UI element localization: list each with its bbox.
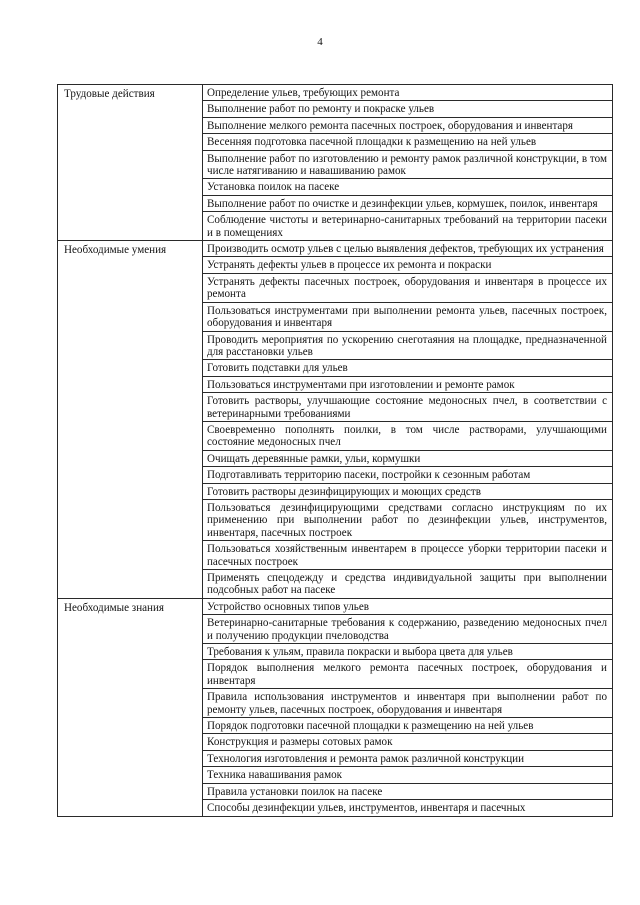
table-cell-item: Применять спецодежду и средства индивидуальной защиты при выполнении подсобных работ на пасеке	[203, 570, 613, 599]
table-cell-item: Правила использования инструментов и инвентаря при выполнении работ по ремонту ульев, пасечных построек, оборудования и инвентаря	[203, 689, 613, 718]
qualification-table	[57, 84, 613, 817]
table-cell-item: Пользоваться хозяйственным инвентарем в процессе уборки территории пасеки и пасечных построек	[203, 541, 613, 570]
table-cell-item: Требования к ульям, правила покраски и выбора цвета для ульев	[203, 644, 613, 660]
table-cell-item: Очищать деревянные рамки, ульи, кормушки	[203, 450, 613, 466]
section-label-required-skills: Необходимые умения	[58, 241, 203, 599]
table-cell-item: Готовить растворы дезинфицирующих и моющих средств	[203, 483, 613, 499]
table-cell-item: Соблюдение чистоты и ветеринарно-санитарных требований на территории пасеки и в помещениях	[203, 212, 613, 241]
page-number: 4	[317, 36, 323, 48]
table-cell-item: Технология изготовления и ремонта рамок различной конструкции	[203, 750, 613, 766]
table-cell-item: Устранять дефекты пасечных построек, оборудования и инвентаря в процессе их ремонта	[203, 273, 613, 302]
table-cell-item: Готовить подставки для ульев	[203, 360, 613, 376]
table-cell-item: Порядок выполнения мелкого ремонта пасечных построек, оборудования и инвентаря	[203, 660, 613, 689]
table-cell-item: Конструкция и размеры сотовых рамок	[203, 734, 613, 750]
table-cell-item: Устранять дефекты ульев в процессе их ремонта и покраски	[203, 257, 613, 273]
table-cell-item: Готовить растворы, улучшающие состояние медоносных пчел, в соответствии с ветеринарными требованиями	[203, 393, 613, 422]
table-cell-item: Выполнение работ по очистке и дезинфекции ульев, кормушек, поилок, инвентаря	[203, 195, 613, 211]
table-cell-item: Пользоваться инструментами при выполнении ремонта ульев, пасечных построек, оборудования и инвентаря	[203, 302, 613, 331]
table-row	[58, 85, 613, 101]
table-body	[58, 85, 613, 817]
table-cell-item: Производить осмотр ульев с целью выявления дефектов, требующих их устранения	[203, 241, 613, 257]
table-cell-item: Способы дезинфекции ульев, инструментов, инвентаря и пасечных	[203, 800, 613, 816]
section-label-labor-actions: Трудовые действия	[58, 85, 203, 241]
table-cell-item: Ветеринарно-санитарные требования к содержанию, разведению медоносных пчел и получению продукции пчеловодства	[203, 615, 613, 644]
table-cell-item: Техника навашивания рамок	[203, 767, 613, 783]
table-cell-item: Установка поилок на пасеке	[203, 179, 613, 195]
table-cell-item: Пользоваться инструментами при изготовлении и ремонте рамок	[203, 376, 613, 392]
table-cell-item: Выполнение работ по ремонту и покраске ульев	[203, 101, 613, 117]
table-cell-item: Выполнение работ по изготовлению и ремонту рамок различной конструкции, в том числе натягиванию и навашиванию рамок	[203, 150, 613, 179]
table-cell-item: Своевременно пополнять поилки, в том числе растворами, улучшающими состояние медоносных пчел	[203, 421, 613, 450]
table-cell-item: Весенняя подготовка пасечной площадки к размещению на ней ульев	[203, 134, 613, 150]
table-cell-item: Устройство основных типов ульев	[203, 598, 613, 614]
table-cell-item: Проводить мероприятия по ускорению снеготаяния на площадке, предназначенной для расстановки ульев	[203, 331, 613, 360]
table-cell-item: Выполнение мелкого ремонта пасечных построек, оборудования и инвентаря	[203, 117, 613, 133]
table-cell-item: Порядок подготовки пасечной площадки к размещению на ней ульев	[203, 718, 613, 734]
table-cell-item: Подготавливать территорию пасеки, постройки к сезонным работам	[203, 467, 613, 483]
table-row	[58, 598, 613, 614]
table-row	[58, 241, 613, 257]
table-cell-item: Определение ульев, требующих ремонта	[203, 85, 613, 101]
table-cell-item: Пользоваться дезинфицирующими средствами согласно инструкциям по их применению при выполнении работ по дезинфекции ульев, инструментов, инвентаря, пасечных построек	[203, 499, 613, 540]
table-cell-item: Правила установки поилок на пасеке	[203, 783, 613, 799]
section-label-required-knowledge: Необходимые знания	[58, 598, 203, 816]
